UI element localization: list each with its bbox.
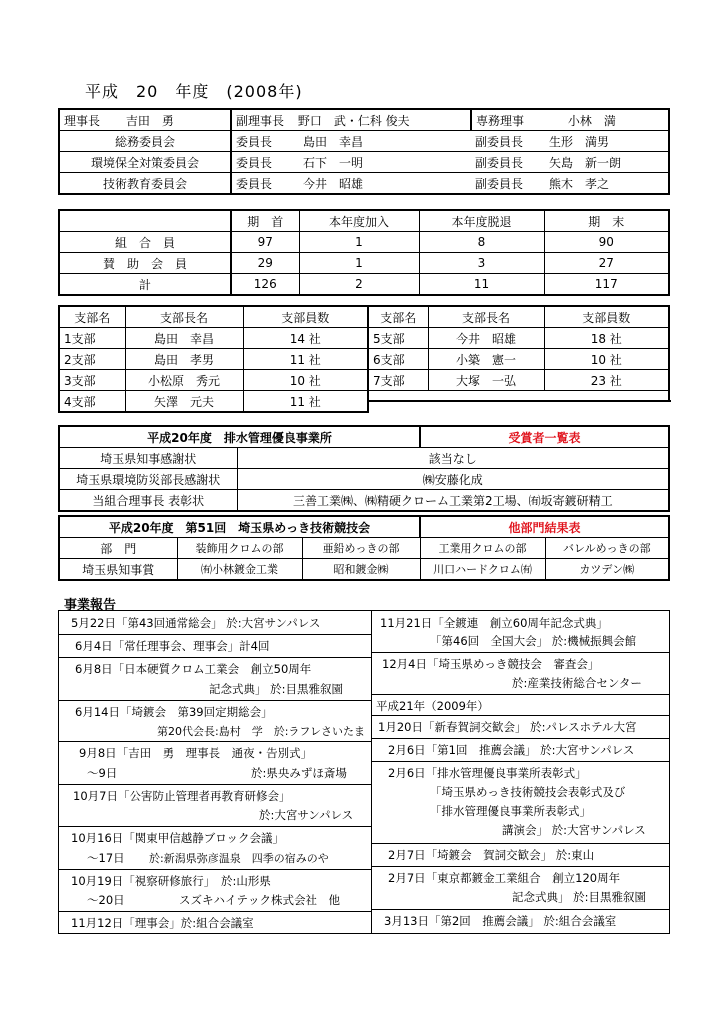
report-separator — [59, 700, 371, 701]
branch-head: 小築 憲一 — [428, 349, 544, 370]
branch-name: 5支部 — [368, 328, 428, 349]
report-separator — [59, 869, 371, 870]
report-box — [58, 610, 670, 934]
report-separator — [372, 715, 669, 716]
awards-row — [59, 448, 669, 469]
report-entry: 6月8日「日本硬質クロム工業会 創立50周年 — [75, 662, 312, 676]
branch-head: 矢澤 元夫 — [125, 391, 243, 413]
vice-label: 副委員長 — [475, 134, 524, 149]
officers-table — [58, 108, 670, 195]
awards-title-row — [59, 426, 669, 448]
vice-name: 生形 満男 — [549, 134, 610, 149]
membership-row — [59, 253, 669, 274]
branch-name: 1支部 — [59, 328, 125, 349]
membership-label: 組 合 員 — [59, 232, 231, 253]
contest-row-label: 埼玉県知事賞 — [59, 559, 177, 581]
awards-title: 平成20年度 排水管理優良事業所 — [59, 426, 420, 448]
branch-head: 島田 孝男 — [125, 349, 243, 370]
awards-label: 当組合理事長 表彰状 — [59, 490, 237, 512]
contest-table — [58, 515, 670, 581]
report-entry: 9月8日「吉田 勇 理事長 通夜・告別式」 — [79, 746, 313, 760]
branch-count: 14 社 — [243, 328, 368, 349]
membership-value: 2 — [299, 274, 419, 296]
branch-count: 11 社 — [243, 349, 368, 370]
awards-value: ㈱安藤化成 — [237, 469, 669, 490]
branch-name: 7支部 — [368, 370, 428, 391]
report-entry: 2月6日「第1回 推薦会議」 於:大宮サンパレス — [388, 743, 635, 757]
fuku-names: 野口 武・仁科 俊夫 — [297, 113, 410, 128]
membership-label: 賛 助 会 員 — [59, 253, 231, 274]
contest-winner: 昭和鍍金㈱ — [302, 559, 420, 581]
rijicho-label: 理事長 — [64, 113, 101, 128]
report-entry: 10月16日「関東甲信越静ブロック会議」 — [71, 831, 285, 845]
report-entry: 2月7日「埼鍍会 賀詞交歓会」 於:東山 — [388, 848, 595, 862]
membership-header: 本年度加入 — [299, 210, 419, 232]
report-entry: 於:産業技術総合センター — [512, 676, 642, 690]
report-entry: ～20日 — [87, 893, 125, 907]
report-entry: 11月12日「理事会」於:組合会議室 — [71, 916, 254, 930]
vice-name: 矢島 新一朗 — [549, 155, 622, 170]
report-entry: 2月6日「排水管理優良事業所表彰式」 — [388, 766, 587, 780]
chair-name: 今井 昭雄 — [299, 173, 471, 195]
membership-row — [59, 232, 669, 253]
report-entry: 於:新潟県弥彦温泉 四季の宿みのや — [149, 852, 329, 865]
report-right-column — [372, 611, 669, 933]
chair-label: 委員長 — [231, 173, 299, 195]
contest-winner: ㈲小林鍍金工業 — [177, 559, 302, 581]
membership-corner — [59, 210, 231, 232]
branch-row — [59, 349, 669, 370]
contest-header: バレルめっきの部 — [545, 538, 669, 559]
membership-row — [59, 274, 669, 296]
senmu-name: 小林 満 — [567, 113, 616, 128]
senmu-cell — [471, 109, 669, 131]
senmu-label: 専務理事 — [476, 113, 525, 128]
membership-header: 本年度脱退 — [419, 210, 544, 232]
awards-row — [59, 490, 669, 512]
report-entry: 記念式典」 於:目黒雅叙園 — [512, 890, 647, 904]
committee-row — [59, 131, 669, 152]
report-entry: 第20代会長:島村 学 於:ラフレさいたま — [157, 725, 365, 738]
vice-cell — [471, 152, 669, 173]
report-entry: 3月13日「第2回 推薦会議」 於:組合会議室 — [384, 914, 617, 928]
committee-row — [59, 173, 669, 195]
report-entry: 於:県央みずほ斎場 — [251, 766, 347, 780]
fuku-cell — [231, 109, 471, 131]
membership-table — [58, 209, 670, 296]
report-entry: 「埼玉県めっき技術競技会表彰式及び — [430, 785, 626, 799]
report-entry: 12月4日「埼玉県めっき競技会 審査会」 — [382, 657, 600, 671]
report-separator — [59, 657, 371, 658]
report-entry: 6月4日「常任理事会、理事会」計4回 — [75, 639, 270, 653]
branch-header: 支部名 — [368, 306, 428, 328]
membership-value: 90 — [544, 232, 669, 253]
report-separator — [372, 866, 669, 867]
report-separator — [372, 738, 669, 739]
report-entry: ～17日 — [87, 851, 125, 865]
branch-head: 小松原 秀元 — [125, 370, 243, 391]
membership-value: 29 — [231, 253, 299, 274]
vice-label: 副委員長 — [475, 155, 524, 170]
vice-cell — [471, 131, 669, 152]
rijicho-cell — [59, 109, 231, 131]
committee-name: 技術教育委員会 — [59, 173, 231, 195]
membership-header: 期 首 — [231, 210, 299, 232]
branch-row — [59, 370, 669, 391]
contest-badge: 他部門結果表 — [420, 516, 669, 538]
chair-label: 委員長 — [231, 152, 299, 173]
membership-header-row — [59, 210, 669, 232]
membership-value: 27 — [544, 253, 669, 274]
committee-name: 総務委員会 — [59, 131, 231, 152]
contest-header: 亜鉛めっきの部 — [302, 538, 420, 559]
report-entry: 5月22日「第43回通常総会」 於:大宮サンパレス — [71, 616, 321, 630]
awards-value: 三善工業㈱、㈱精硬クローム工業第2工場、㈲坂寄鍍研精工 — [237, 490, 669, 512]
membership-header: 期 末 — [544, 210, 669, 232]
branch-header: 支部名 — [59, 306, 125, 328]
report-entry: 10月19日「視察研修旅行」 於:山形県 — [71, 874, 271, 888]
report-separator — [59, 911, 371, 912]
report-separator — [372, 761, 669, 762]
membership-value: 8 — [419, 232, 544, 253]
officers-head-row — [59, 109, 669, 131]
branch-head: 大塚 一弘 — [428, 370, 544, 391]
report-entry: 講演会」 於:大宮サンパレス — [502, 823, 646, 837]
report-entry: 「排水管理優良事業所表彰式」 — [430, 804, 591, 818]
report-year: 平成21年（2009年） — [376, 699, 489, 713]
report-entry: 10月7日「公害防止管理者再教育研修会」 — [73, 789, 291, 803]
report-heading: 事業報告 — [64, 598, 117, 613]
report-separator — [59, 826, 371, 827]
page-title: 平成 20 年度 (2008年) — [85, 82, 303, 101]
branch-corner-mask — [369, 400, 671, 426]
membership-value: 117 — [544, 274, 669, 296]
branch-row — [59, 328, 669, 349]
report-entry: 「第46回 全国大会」 於:機械振興会館 — [430, 634, 637, 648]
fuku-label: 副理事長 — [236, 113, 285, 128]
contest-header: 部 門 — [59, 538, 177, 559]
vice-name: 熊木 孝之 — [549, 176, 610, 191]
branch-head: 島田 幸昌 — [125, 328, 243, 349]
branch-count: 18 社 — [544, 328, 669, 349]
report-entry: スズキハイテック株式会社 他 — [179, 893, 340, 907]
membership-value: 126 — [231, 274, 299, 296]
branch-header: 支部長名 — [428, 306, 544, 328]
contest-title-row — [59, 516, 669, 538]
contest-header: 工業用クロムの部 — [420, 538, 545, 559]
awards-badge: 受賞者一覧表 — [420, 426, 669, 448]
report-separator — [59, 741, 371, 742]
branch-header: 支部員数 — [243, 306, 368, 328]
report-entry: 於:大宮サンパレス — [259, 808, 354, 822]
chair-name: 石下 一明 — [299, 152, 471, 173]
membership-value: 11 — [419, 274, 544, 296]
report-entry: ～9日 — [87, 766, 118, 780]
awards-label: 埼玉県知事感謝状 — [59, 448, 237, 469]
report-entry: 6月14日「埼鍍会 第39回定期総会」 — [75, 705, 273, 719]
committee-row — [59, 152, 669, 173]
branch-name: 6支部 — [368, 349, 428, 370]
branch-name: 4支部 — [59, 391, 125, 413]
branch-name: 3支部 — [59, 370, 125, 391]
report-entry: 2月7日「東京都鍍金工業組合 創立120周年 — [388, 871, 621, 885]
branch-header-row — [59, 306, 669, 328]
report-separator — [59, 784, 371, 785]
report-separator — [372, 652, 669, 653]
contest-winner: 川口ハードクロム㈲ — [420, 559, 545, 581]
contest-title: 平成20年度 第51回 埼玉県めっき技術競技会 — [59, 516, 420, 538]
report-separator — [59, 634, 371, 635]
contest-row — [59, 559, 669, 581]
membership-value: 1 — [299, 232, 419, 253]
vice-cell — [471, 173, 669, 195]
awards-label: 埼玉県環境防災部長感謝状 — [59, 469, 237, 490]
vice-label: 副委員長 — [475, 176, 524, 191]
branch-count: 10 社 — [544, 349, 669, 370]
branch-table — [58, 305, 670, 413]
contest-winner: カツデン㈱ — [545, 559, 669, 581]
branch-count: 23 社 — [544, 370, 669, 391]
awards-row — [59, 469, 669, 490]
branch-count: 11 社 — [243, 391, 368, 413]
awards-table — [58, 425, 670, 512]
rijicho-name: 吉田 勇 — [125, 113, 174, 128]
chair-name: 島田 幸昌 — [299, 131, 471, 152]
report-separator — [372, 843, 669, 844]
contest-header-row — [59, 538, 669, 559]
committee-name: 環境保全対策委員会 — [59, 152, 231, 173]
chair-label: 委員長 — [231, 131, 299, 152]
report-entry: 1月20日「新春賀詞交歓会」 於:パレスホテル大宮 — [378, 720, 637, 734]
awards-value: 該当なし — [237, 448, 669, 469]
branch-head: 今井 昭雄 — [428, 328, 544, 349]
membership-value: 97 — [231, 232, 299, 253]
report-separator — [372, 694, 669, 695]
report-separator — [372, 909, 669, 910]
contest-header: 装飾用クロムの部 — [177, 538, 302, 559]
membership-value: 1 — [299, 253, 419, 274]
membership-label: 計 — [59, 274, 231, 296]
branch-header: 支部長名 — [125, 306, 243, 328]
branch-name: 2支部 — [59, 349, 125, 370]
membership-value: 3 — [419, 253, 544, 274]
report-entry: 11月21日「全鍍連 創立60周年記念式典」 — [380, 616, 608, 630]
branch-count: 10 社 — [243, 370, 368, 391]
branch-header: 支部員数 — [544, 306, 669, 328]
report-entry: 記念式典」 於:目黒雅叙園 — [209, 682, 344, 696]
report-left-column — [59, 611, 371, 933]
